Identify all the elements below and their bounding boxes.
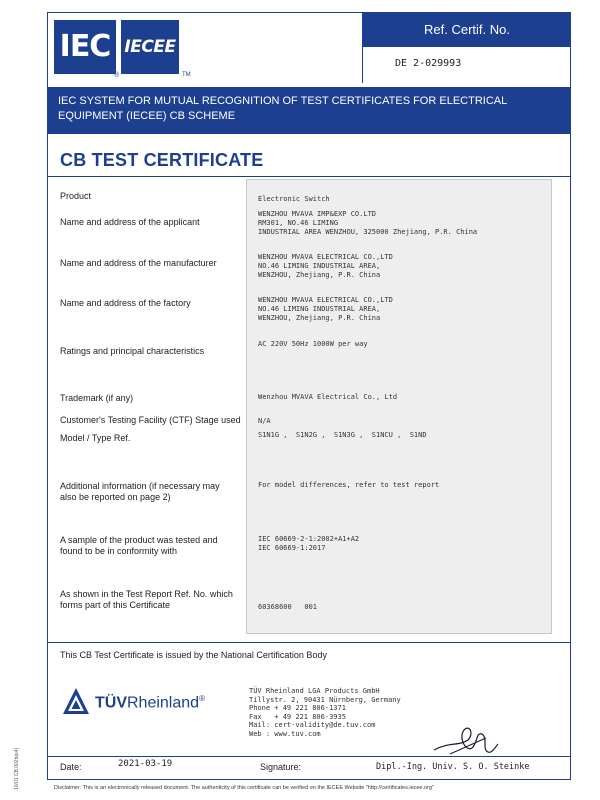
value-manufacturer: WENZHOU MVAVA ELECTRICAL CO.,LTD NO.46 LIMING INDUSTRIAL AREA, WENZHOU, Zhejiang, P.R. China — [258, 253, 393, 279]
page-title: CB TEST CERTIFICATE — [60, 150, 264, 170]
tuv-brand: TÜVRheinland® — [95, 694, 205, 712]
label-report: As shown in the Test Report Ref. No. which forms part of this Certificate — [60, 589, 233, 610]
label-conformity: A sample of the product was tested and found to be in conformity with — [60, 535, 218, 556]
disclaimer: Disclaimer: This is an electronically released document. The authenticity of this certificate can be verified on the IECEE Website "http://certificates.iecee.org" — [54, 785, 434, 791]
date-label: Date: — [60, 762, 82, 772]
signature-mark-icon — [430, 720, 500, 760]
value-conformity: IEC 60669-2-1:2002+A1+A2 IEC 60669-1:2017 — [258, 535, 360, 552]
reference-box — [362, 13, 571, 83]
scheme-banner: IEC SYSTEM FOR MUTUAL RECOGNITION OF TEST CERTIFICATES FOR ELECTRICAL EQUIPMENT (IECEE) CB SCHEME — [48, 87, 570, 134]
value-additional: For model differences, refer to test report — [258, 481, 440, 489]
label-applicant: Name and address of the applicant — [60, 217, 200, 227]
value-trademark: Wenzhou MVAVA Electrical Co., Ltd — [258, 393, 398, 401]
signature-label: Signature: — [260, 762, 302, 772]
reference-number: DE 2-029993 — [395, 58, 462, 69]
title-divider — [48, 176, 570, 177]
label-manufacturer: Name and address of the manufacturer — [60, 258, 217, 268]
issued-divider — [48, 642, 570, 643]
ncb-address: TÜV Rheinland LGA Products GmbH Tillystr. 2, 90431 Nürnberg, Germany Phone + 49 221 806-1371 Fax + 49 221 806-3935 Mail: cert-validity@de.tuv.com Web : www.tuv.com — [249, 687, 401, 738]
iecee-logo: IECEE — [121, 20, 179, 74]
label-trademark: Trademark (if any) — [60, 393, 134, 403]
value-factory: WENZHOU MVAVA ELECTRICAL CO.,LTD NO.46 LIMING INDUSTRIAL AREA, WENZHOU, Zhejiang, P.R. China — [258, 296, 393, 322]
registered-mark: ® — [114, 72, 120, 79]
label-factory: Name and address of the factory — [60, 298, 191, 308]
label-ctf: Customer's Testing Facility (CTF) Stage used — [60, 415, 241, 425]
iec-logo: IEC — [54, 20, 116, 74]
label-model: Model / Type Ref. — [60, 433, 131, 443]
date-value: 2021-03-19 — [118, 759, 173, 769]
tuv-triangle-icon — [62, 687, 90, 715]
label-product: Product — [60, 191, 92, 201]
value-report: 60368600 001 — [258, 603, 318, 611]
value-ratings: AC 220V 50Hz 1000W per way — [258, 340, 368, 348]
trademark-mark: TM — [182, 72, 191, 78]
label-ratings: Ratings and principal characteristics — [60, 346, 205, 356]
label-additional: Additional information (if necessary may also be reported on page 2) — [60, 481, 220, 502]
value-applicant: WENZHOU MVAVA IMP&EXP CO.LTD RM301, NO.46 LIMING INDUSTRIAL AREA WENZHOU, 325000 Zhejiang, P.R. China — [258, 210, 478, 236]
issued-statement: This CB Test Certificate is issued by the National Certification Body — [60, 650, 327, 660]
reference-title: Ref. Certif. No. — [363, 13, 571, 47]
form-code: 10/01 CB 002b(e4) — [14, 747, 20, 790]
value-ctf: N/A — [258, 417, 271, 425]
value-product: Electronic Switch — [258, 195, 330, 203]
footer-divider — [48, 756, 570, 757]
values-panel — [246, 179, 552, 634]
signatory-name: Dipl.-Ing. Univ. S. O. Steinke — [376, 762, 530, 772]
value-model: S1N1G , S1N2G , S1N3G , S1NCU , S1ND — [258, 431, 427, 439]
